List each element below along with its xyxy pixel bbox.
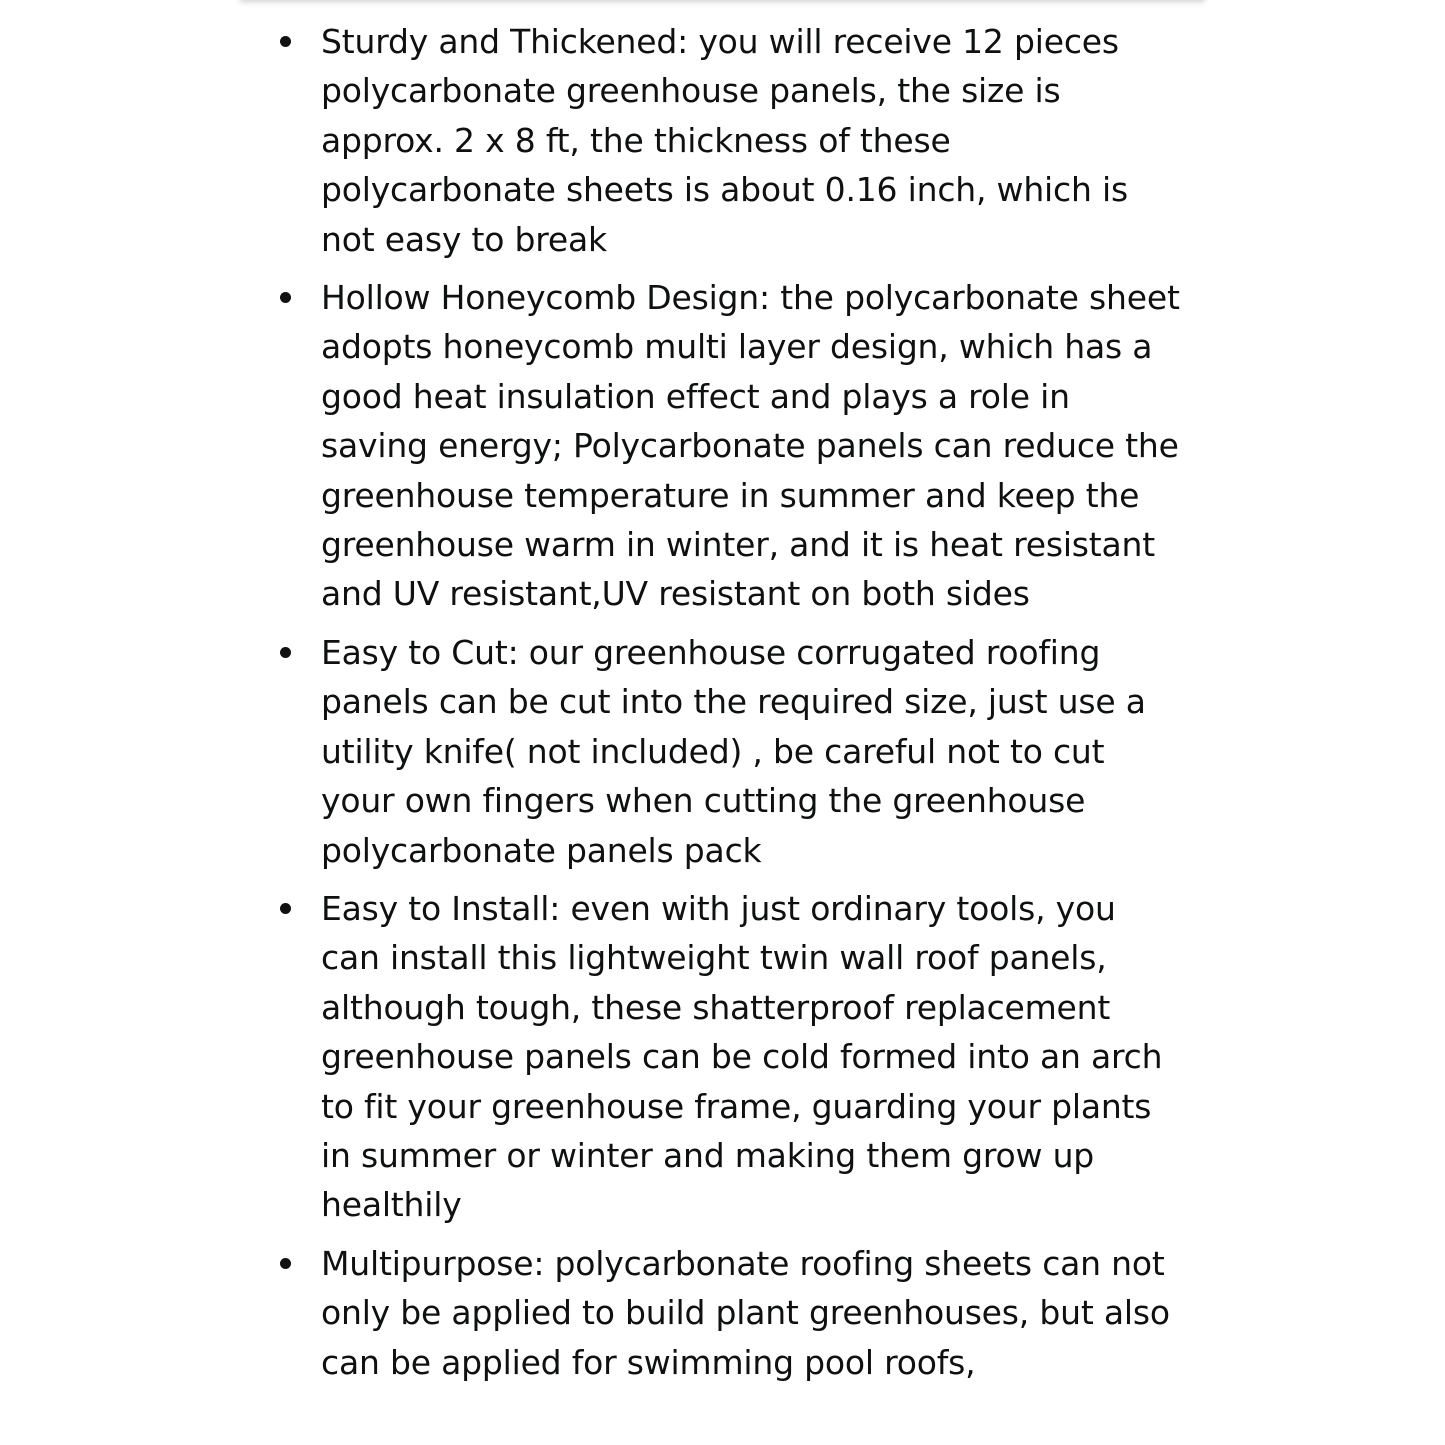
feature-bullet-sturdy	[0, 17, 1445, 264]
feature-bullet-text: Easy to Cut: our greenhouse corrugated roofing panels can be cut into the required size, just use a utility knife( not included) , be careful not to cut your own fingers when cutting the greenhouse polycarbonate panels pack	[321, 632, 1146, 870]
bullet-dot-icon	[280, 36, 291, 47]
feature-bullet-install	[0, 884, 1445, 1230]
feature-bullet-multipurpose	[0, 1239, 1445, 1387]
bullet-dot-icon	[280, 292, 291, 303]
feature-bullet-cut	[0, 628, 1445, 875]
bullet-dot-icon	[280, 647, 291, 658]
feature-bullet-honeycomb	[0, 273, 1445, 619]
feature-bullet-text: Hollow Honeycomb Design: the polycarbonate sheet adopts honeycomb multi layer design, which has a good heat insulation effect and plays a role in saving energy; Polycarbonate panels can reduce the greenhouse temperature in summer and keep the greenhouse warm in winter, and it is heat resistant and UV resistant,UV resistant on both sides	[321, 278, 1180, 614]
feature-bullet-text: Easy to Install: even with just ordinary tools, you can install this lightweight twin wall roof panels, although tough, these shatterproof replacement greenhouse panels can be cold formed into an arch to fit your greenhouse frame, guarding your plants in summer or winter and making them grow up healthily	[321, 888, 1163, 1225]
feature-bullet-list	[0, 17, 1445, 1396]
feature-bullet-text: Multipurpose: polycarbonate roofing sheets can not only be applied to build plant greenhouses, but also can be applied for swimming pool roofs,	[321, 1243, 1170, 1382]
bullet-dot-icon	[280, 1258, 291, 1269]
feature-bullet-text: Sturdy and Thickened: you will receive 12 pieces polycarbonate greenhouse panels, the size is approx. 2 x 8 ft, the thickness of these polycarbonate sheets is about 0.16 inch, which is not easy to break	[321, 22, 1128, 259]
bullet-dot-icon	[280, 903, 291, 914]
